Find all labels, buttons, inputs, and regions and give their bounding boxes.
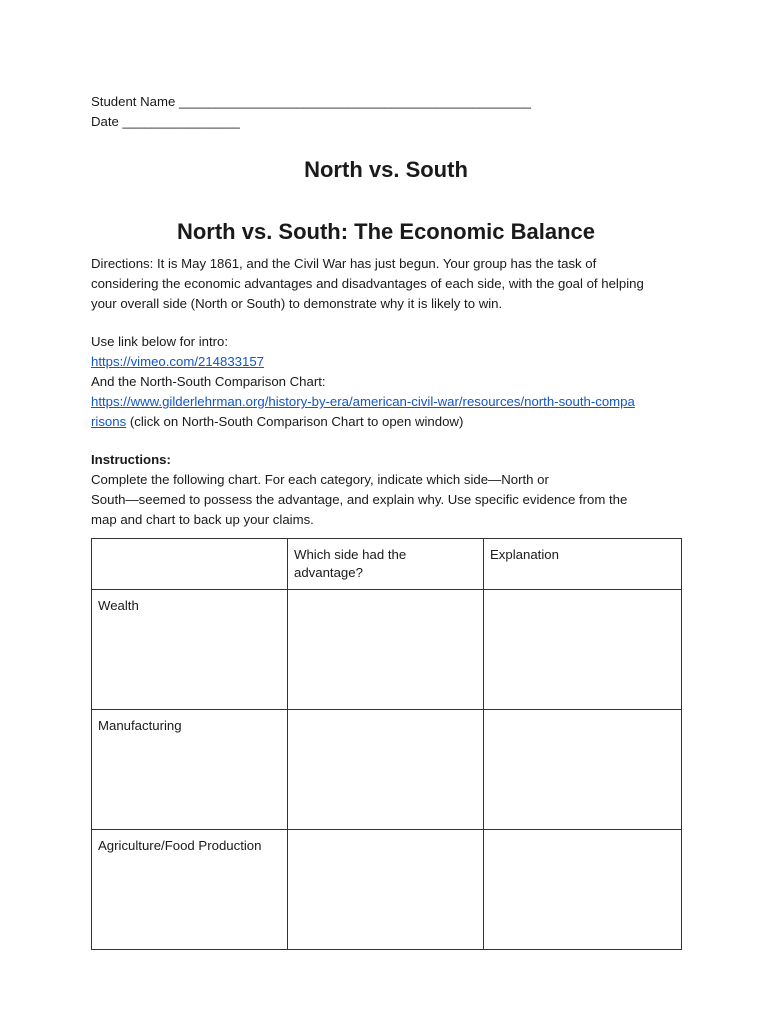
header-cell-category — [92, 539, 288, 590]
vimeo-link[interactable]: https://vimeo.com/214833157 — [91, 354, 265, 369]
instructions-line: Complete the following chart. For each category, indicate which side—North or — [91, 472, 549, 487]
instructions-line: map and chart to back up your claims. — [91, 512, 314, 527]
page-subtitle: North vs. South: The Economic Balance — [176, 219, 596, 244]
category-cell: Manufacturing — [92, 710, 288, 830]
header-cell-advantage: Which side had the advantage? — [288, 539, 484, 590]
directions-line: considering the economic advantages and disadvantages of each side, with the goal of helping — [91, 276, 644, 291]
explanation-cell[interactable] — [484, 590, 682, 710]
advantage-cell[interactable] — [288, 710, 484, 830]
header-cell-explanation: Explanation — [484, 539, 682, 590]
directions-line: Directions: It is May 1861, and the Civil War has just begun. Your group has the task of — [91, 256, 597, 271]
advantage-cell[interactable] — [288, 830, 484, 950]
gilderlehrman-link[interactable]: https://www.gilderlehrman.org/history-by-era/american-civil-war/resources/north-south-compa — [91, 394, 635, 409]
explanation-cell[interactable] — [484, 710, 682, 830]
chart-label: And the North-South Comparison Chart: — [91, 374, 326, 389]
worksheet-page — [91, 92, 681, 530]
directions-line: your overall side (North or South) to demonstrate why it is likely to win. — [91, 296, 503, 311]
intro-label: Use link below for intro: — [91, 334, 229, 349]
chart-note: (click on North-South Comparison Chart to open window) — [126, 414, 464, 429]
page-title: North vs. South — [304, 157, 468, 182]
table-row — [92, 590, 682, 710]
comparison-table — [91, 538, 682, 950]
directions — [91, 254, 681, 314]
explanation-cell[interactable] — [484, 830, 682, 950]
table-row — [92, 830, 682, 950]
instructions-heading: Instructions: — [91, 452, 171, 467]
advantage-cell[interactable] — [288, 590, 484, 710]
category-cell: Agriculture/Food Production — [92, 830, 288, 950]
category-cell: Wealth — [92, 590, 288, 710]
table-row — [92, 710, 682, 830]
table-header-row — [92, 539, 682, 590]
student-name-field[interactable]: Student Name ________________________________________________ — [91, 94, 532, 109]
date-field[interactable]: Date ________________ — [91, 114, 240, 129]
instructions-line: South—seemed to possess the advantage, and explain why. Use specific evidence from the — [91, 492, 628, 507]
gilderlehrman-link-continued[interactable]: risons — [91, 414, 127, 429]
